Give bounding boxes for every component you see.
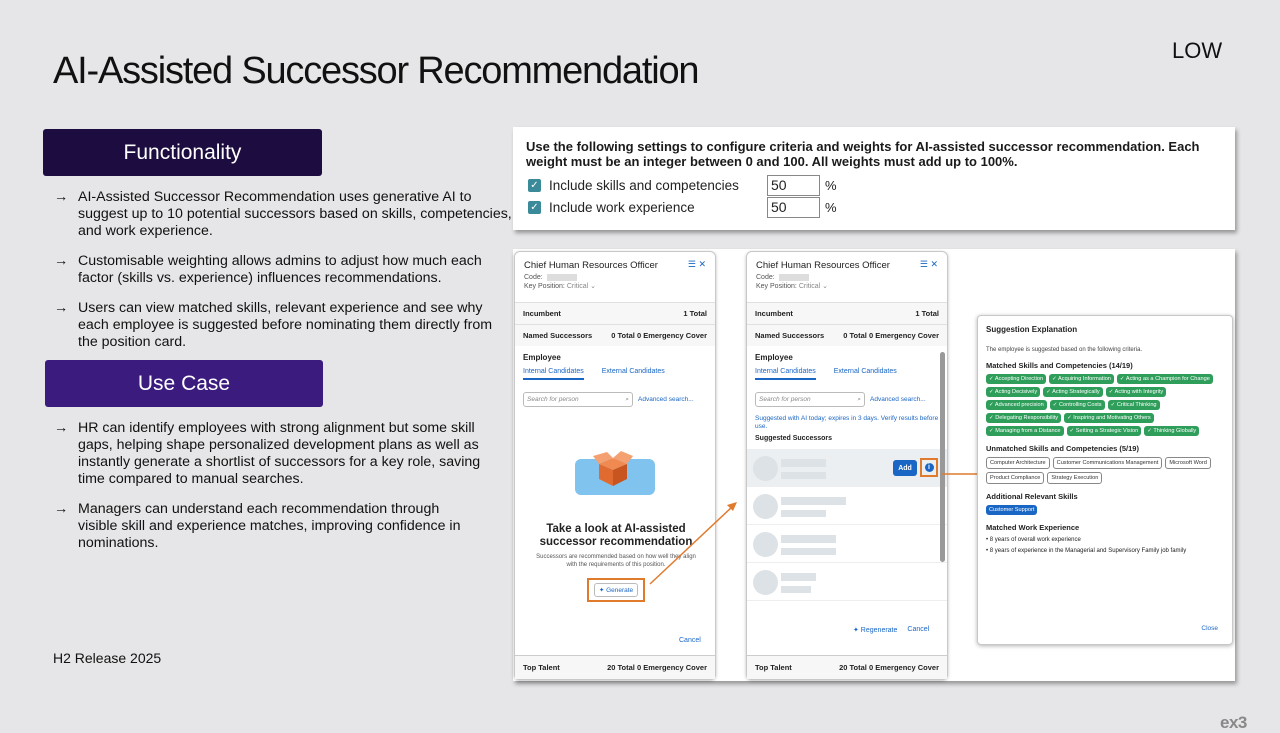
skills-weight-row xyxy=(528,175,837,196)
functionality-list xyxy=(52,189,512,364)
percent-unit: % xyxy=(825,200,837,215)
company-logo: ex3 xyxy=(1220,713,1247,732)
empty-state-description: Successors are recommended based on how well they align with the requirements of this position. xyxy=(536,554,696,568)
empty-state-title: Take a look at AI-assisted successor recommendation xyxy=(539,523,693,548)
skill-tag: ✓ Advanced precision xyxy=(986,400,1047,410)
list-item: • 8 years of overall work experience xyxy=(986,537,1224,543)
list-item: • 8 years of experience in the Managerial and Supervisory Family job family xyxy=(986,548,1224,554)
list-item xyxy=(52,300,512,351)
checkbox-checked-icon[interactable]: ✓ xyxy=(528,201,541,214)
skill-tag: ✓ Acting with Integrity xyxy=(1106,387,1166,397)
functionality-heading: Functionality xyxy=(43,129,322,176)
unmatched-skills-heading: Unmatched Skills and Competencies (5/19) xyxy=(986,444,1139,453)
unmatched-skills-tags xyxy=(986,457,1224,484)
position-title: Chief Human Resources Officer xyxy=(756,260,890,271)
experience-weight-input[interactable]: 50 xyxy=(767,197,820,218)
key-position: Key Position: Critical ⌄ xyxy=(756,283,829,290)
use-case-list xyxy=(52,420,482,565)
work-experience-list xyxy=(986,537,1224,554)
skill-tag: ✓ Acting Strategically xyxy=(1043,387,1103,397)
list-icon: ☰ xyxy=(919,259,928,269)
list-item xyxy=(52,501,482,552)
skills-weight-label: Include skills and competencies xyxy=(549,178,739,193)
skill-tag: Customer Support xyxy=(986,505,1037,515)
list-item xyxy=(52,253,512,287)
matched-skills-tags xyxy=(986,374,1224,436)
bullet-text: Users can view matched skills, relevant experience and see why each employee is suggested before nominating them directly from the position card. xyxy=(78,300,493,350)
arrow-icon: → xyxy=(54,300,69,316)
advanced-search-link[interactable]: Advanced search... xyxy=(638,396,694,403)
bullet-text: Customisable weighting allows admins to adjust how much each factor (skills vs. experience) influences recommendations. xyxy=(78,253,482,286)
bullet-text: AI-Assisted Successor Recommendation uses generative AI to suggest up to 10 potential successors based on skills, competencies, and work experience. xyxy=(78,189,512,239)
list-icon: ☰ xyxy=(687,259,696,269)
use-case-heading: Use Case xyxy=(45,360,323,407)
explanation-subtitle: The employee is suggested based on the following criteria. xyxy=(986,347,1143,353)
suggested-successors-heading: Suggested Successors xyxy=(755,435,833,442)
position-code: Code: xyxy=(524,274,706,281)
close-icon: ✕ xyxy=(930,259,938,269)
weight-settings-panel xyxy=(513,127,1235,230)
regenerate-button[interactable]: ✦ Regenerate xyxy=(853,627,898,634)
suggestion-explanation-popover xyxy=(977,315,1233,645)
skill-tag: Customer Communications Management xyxy=(1053,457,1163,469)
top-talent-row: Top Talent 20 Total 0 Emergency Cover xyxy=(747,655,947,679)
skill-tag: ✓ Critical Thinking xyxy=(1108,400,1160,410)
priority-badge: LOW xyxy=(1172,38,1223,63)
percent-unit: % xyxy=(825,178,837,193)
generate-button[interactable]: ✦ Generate xyxy=(594,583,638,597)
add-button[interactable]: Add xyxy=(893,460,917,476)
skill-tag: ✓ Accepting Direction xyxy=(986,374,1046,384)
additional-skills-heading: Additional Relevant Skills xyxy=(986,492,1078,501)
tab-internal-candidates[interactable]: Internal Candidates xyxy=(523,368,584,380)
skill-tag: Computer Architecture xyxy=(986,457,1050,469)
screenshot-canvas xyxy=(513,249,1235,681)
incumbent-row: Incumbent 1 Total xyxy=(747,302,947,324)
search-input[interactable]: Search for person ⌕ xyxy=(523,392,633,407)
checkbox-checked-icon[interactable]: ✓ xyxy=(528,179,541,192)
bullet-text: Managers can understand each recommendation through visible skill and experience matches, improving confidence in nominations. xyxy=(78,501,461,551)
incumbent-row: Incumbent 1 Total xyxy=(515,302,715,324)
named-successors-row: Named Successors 0 Total 0 Emergency Cover xyxy=(515,324,715,346)
experience-weight-label: Include work experience xyxy=(549,200,695,215)
tab-external-candidates[interactable]: External Candidates xyxy=(601,368,665,375)
key-position: Key Position: Critical ⌄ xyxy=(524,283,597,290)
employee-label: Employee xyxy=(523,353,561,362)
skill-tag: Strategy Execution xyxy=(1047,472,1102,484)
skill-tag: ✓ Thinking Globally xyxy=(1144,426,1199,436)
skill-tag: Microsoft Word xyxy=(1165,457,1211,469)
info-icon[interactable]: i xyxy=(925,463,934,472)
named-successors-row: Named Successors 0 Total 0 Emergency Cover xyxy=(747,324,947,346)
list-item xyxy=(52,420,482,488)
arrow-icon: → xyxy=(54,253,69,269)
skill-tag: ✓ Delegating Responsibility xyxy=(986,413,1061,423)
cancel-button[interactable]: Cancel xyxy=(679,637,701,644)
skill-tag: ✓ Acquiring Information xyxy=(1049,374,1114,384)
page-title: AI-Assisted Successor Recommendation xyxy=(53,50,699,92)
ai-suggestion-note: Suggested with AI today; expires in 3 days. Verify results before use. xyxy=(755,415,939,430)
skill-tag: Product Compliance xyxy=(986,472,1044,484)
skill-tag: ✓ Controlling Costs xyxy=(1050,400,1105,410)
key-position-dropdown[interactable]: Critical ⌄ xyxy=(566,283,597,290)
skills-weight-input[interactable]: 50 xyxy=(767,175,820,196)
release-label: H2 Release 2025 xyxy=(53,650,162,666)
skill-tag: ✓ Acting Decisively xyxy=(986,387,1040,397)
position-code: Code: xyxy=(756,274,938,281)
experience-weight-row xyxy=(528,197,837,218)
close-icon: ✕ xyxy=(698,259,706,269)
arrow-icon: → xyxy=(54,501,69,517)
skill-tag: ✓ Inspiring and Motivating Others xyxy=(1064,413,1154,423)
top-talent-row: Top Talent 20 Total 0 Emergency Cover xyxy=(515,655,715,679)
skill-tag: ✓ Managing from a Distance xyxy=(986,426,1064,436)
list-item xyxy=(52,189,512,240)
close-button[interactable]: Close xyxy=(1201,625,1218,632)
bullet-text: HR can identify employees with strong alignment but some skill gaps, helping shape personalized development plans as well as instantly generate a shortlist of successors for a key role, saving time compared to manual searches. xyxy=(78,420,481,487)
employee-label: Employee xyxy=(755,353,793,362)
search-input[interactable]: Search for person ⌕ xyxy=(755,392,865,407)
position-title: Chief Human Resources Officer xyxy=(524,260,658,271)
arrow-icon: → xyxy=(54,189,69,205)
skill-tag: ✓ Acting as a Champion for Change xyxy=(1117,374,1213,384)
search-icon: ⌕ xyxy=(857,395,861,403)
advanced-search-link[interactable]: Advanced search... xyxy=(870,396,926,403)
work-experience-heading: Matched Work Experience xyxy=(986,523,1080,532)
explanation-title: Suggestion Explanation xyxy=(986,325,1078,334)
settings-description: Use the following settings to configure criteria and weights for AI-assisted successor recommendation. Each weight must be an integer between 0 and 100. All weights must add up to 100%. xyxy=(526,139,1200,169)
cancel-button[interactable]: Cancel xyxy=(907,626,930,633)
matched-skills-heading: Matched Skills and Competencies (14/19) xyxy=(986,361,1133,370)
key-position-dropdown[interactable]: Critical ⌄ xyxy=(798,283,829,290)
tab-external-candidates[interactable]: External Candidates xyxy=(833,368,897,375)
tab-internal-candidates[interactable]: Internal Candidates xyxy=(755,368,816,380)
search-icon: ⌕ xyxy=(625,395,629,403)
additional-skills-tags xyxy=(986,505,1224,515)
skill-tag: ✓ Setting a Strategic Vision xyxy=(1067,426,1142,436)
arrow-icon: → xyxy=(54,420,69,436)
